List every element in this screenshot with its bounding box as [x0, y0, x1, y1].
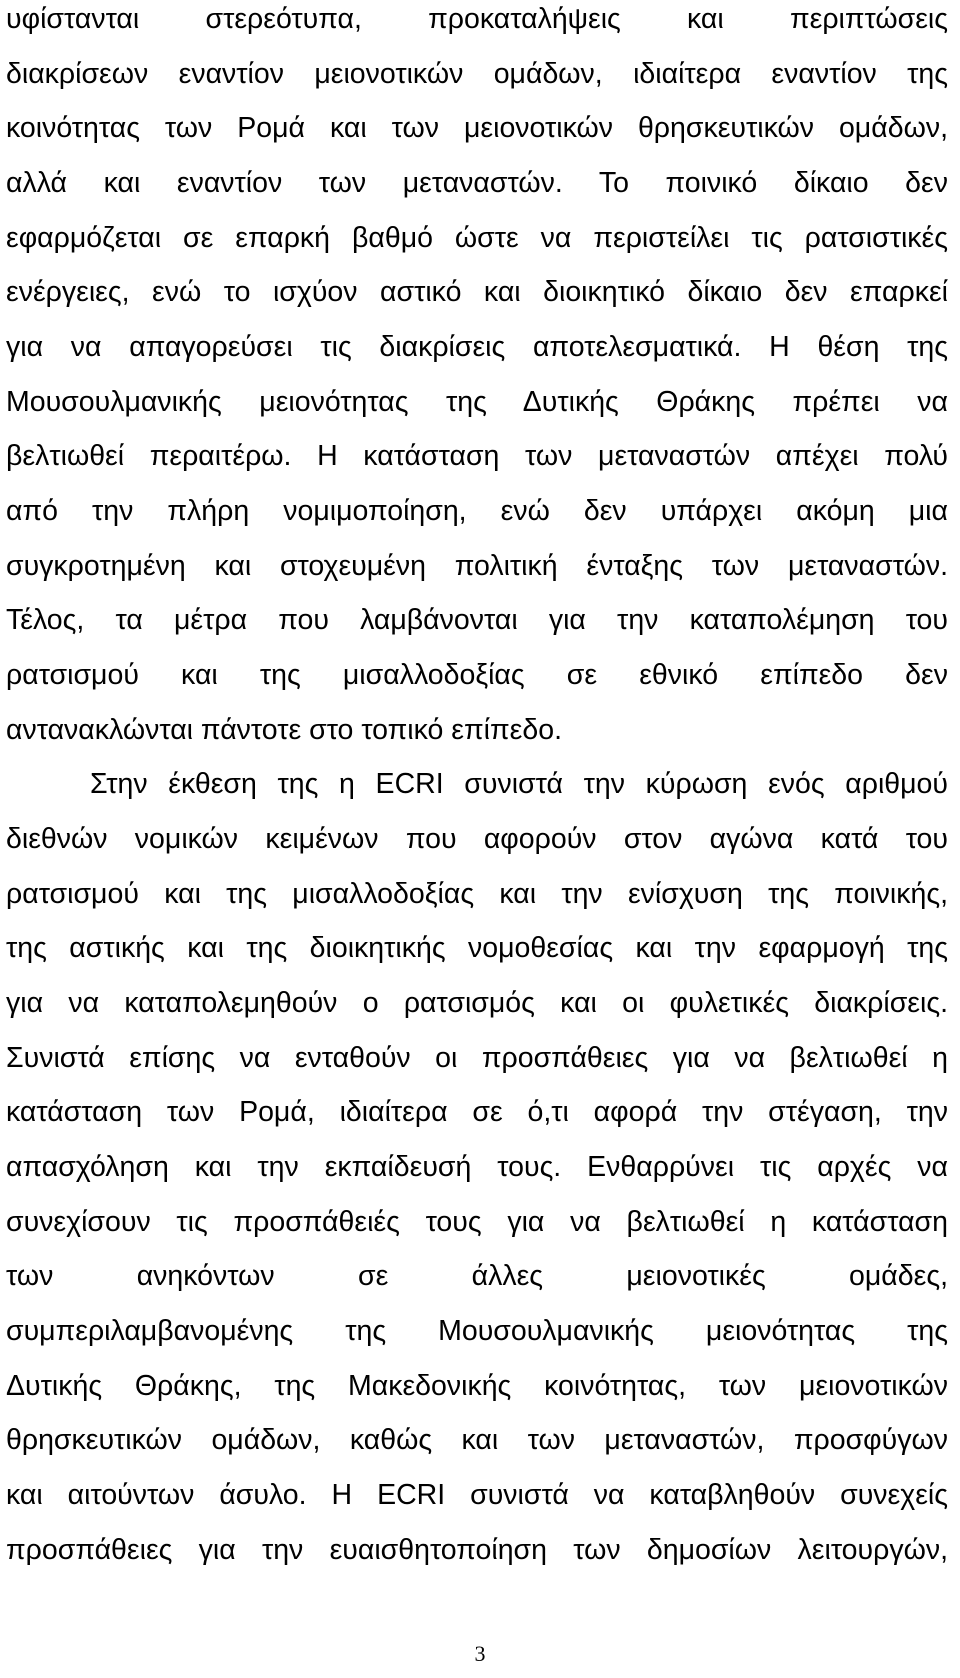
- text-line: υφίστανται στερεότυπα, προκαταλήψεις και περιπτώσεις: [6, 3, 948, 35]
- text-line: ενέργειες, ενώ το ισχύον αστικό και διοικητικό δίκαιο δεν επαρκεί: [6, 276, 948, 308]
- text-line: βελτιωθεί περαιτέρω. Η κατάσταση των μεταναστών απέχει πολύ: [6, 440, 948, 472]
- text-line: ρατσισμού και της μισαλλοδοξίας σε εθνικό επίπεδο δεν: [6, 659, 948, 691]
- text-line: προσπάθειες για την ευαισθητοποίηση των δημοσίων λειτουργών,: [6, 1534, 948, 1566]
- text-line: συγκροτημένη και στοχευμένη πολιτική ένταξης των μεταναστών.: [6, 550, 948, 582]
- text-line: αλλά και εναντίον των μεταναστών. Το ποινικό δίκαιο δεν: [6, 167, 948, 199]
- text-line: εφαρμόζεται σε επαρκή βαθμό ώστε να περιστείλει τις ρατσιστικές: [6, 222, 948, 254]
- text-line: κατάσταση των Ρομά, ιδιαίτερα σε ό,τι αφορά την στέγαση, την: [6, 1096, 948, 1128]
- text-line: Συνιστά επίσης να ενταθούν οι προσπάθειες για να βελτιωθεί η: [6, 1042, 948, 1074]
- text-line: ρατσισμού και της μισαλλοδοξίας και την ενίσχυση της ποινικής,: [6, 878, 948, 910]
- text-line: για να απαγορεύσει τις διακρίσεις αποτελεσματικά. Η θέση της: [6, 331, 948, 363]
- text-line: για να καταπολεμηθούν ο ρατσισμός και οι φυλετικές διακρίσεις.: [6, 987, 948, 1019]
- text-line: της αστικής και της διοικητικής νομοθεσίας και την εφαρμογή της: [6, 932, 948, 964]
- text-line: συνεχίσουν τις προσπάθειές τους για να βελτιωθεί η κατάσταση: [6, 1206, 948, 1238]
- text-line: Τέλος, τα μέτρα που λαμβάνονται για την καταπολέμηση του: [6, 604, 948, 636]
- text-line: κοινότητας των Ρομά και των μειονοτικών θρησκευτικών ομάδων,: [6, 112, 948, 144]
- text-line: Δυτικής Θράκης, της Μακεδονικής κοινότητας, των μειονοτικών: [6, 1370, 948, 1402]
- text-line: αντανακλώνται πάντοτε στο τοπικό επίπεδο.: [6, 714, 562, 746]
- text-line: από την πλήρη νομιμοποίηση, ενώ δεν υπάρχει ακόμη μια: [6, 495, 948, 527]
- text-line: συμπεριλαμβανομένης της Μουσουλμανικής μειονότητας της: [6, 1315, 948, 1347]
- text-line: διεθνών νομικών κειμένων που αφορούν στον αγώνα κατά του: [6, 823, 948, 855]
- text-line: και αιτούντων άσυλο. Η ECRI συνιστά να καταβληθούν συνεχείς: [6, 1479, 948, 1511]
- text-line: απασχόληση και την εκπαίδευσή τους. Ενθαρρύνει τις αρχές να: [6, 1151, 948, 1183]
- text-line: θρησκευτικών ομάδων, καθώς και των μεταναστών, προσφύγων: [6, 1424, 948, 1456]
- page-number: 3: [474, 1641, 486, 1666]
- text-line: διακρίσεων εναντίον μειονοτικών ομάδων, ιδιαίτερα εναντίον της: [6, 58, 948, 90]
- paragraph-first-line: Στην έκθεση της η ECRI συνιστά την κύρωση ενός αριθμού: [90, 768, 948, 800]
- text-line: Μουσουλμανικής μειονότητας της Δυτικής Θράκης πρέπει να: [6, 386, 948, 418]
- text-line: των ανηκόντων σε άλλες μειονοτικές ομάδες,: [6, 1260, 948, 1292]
